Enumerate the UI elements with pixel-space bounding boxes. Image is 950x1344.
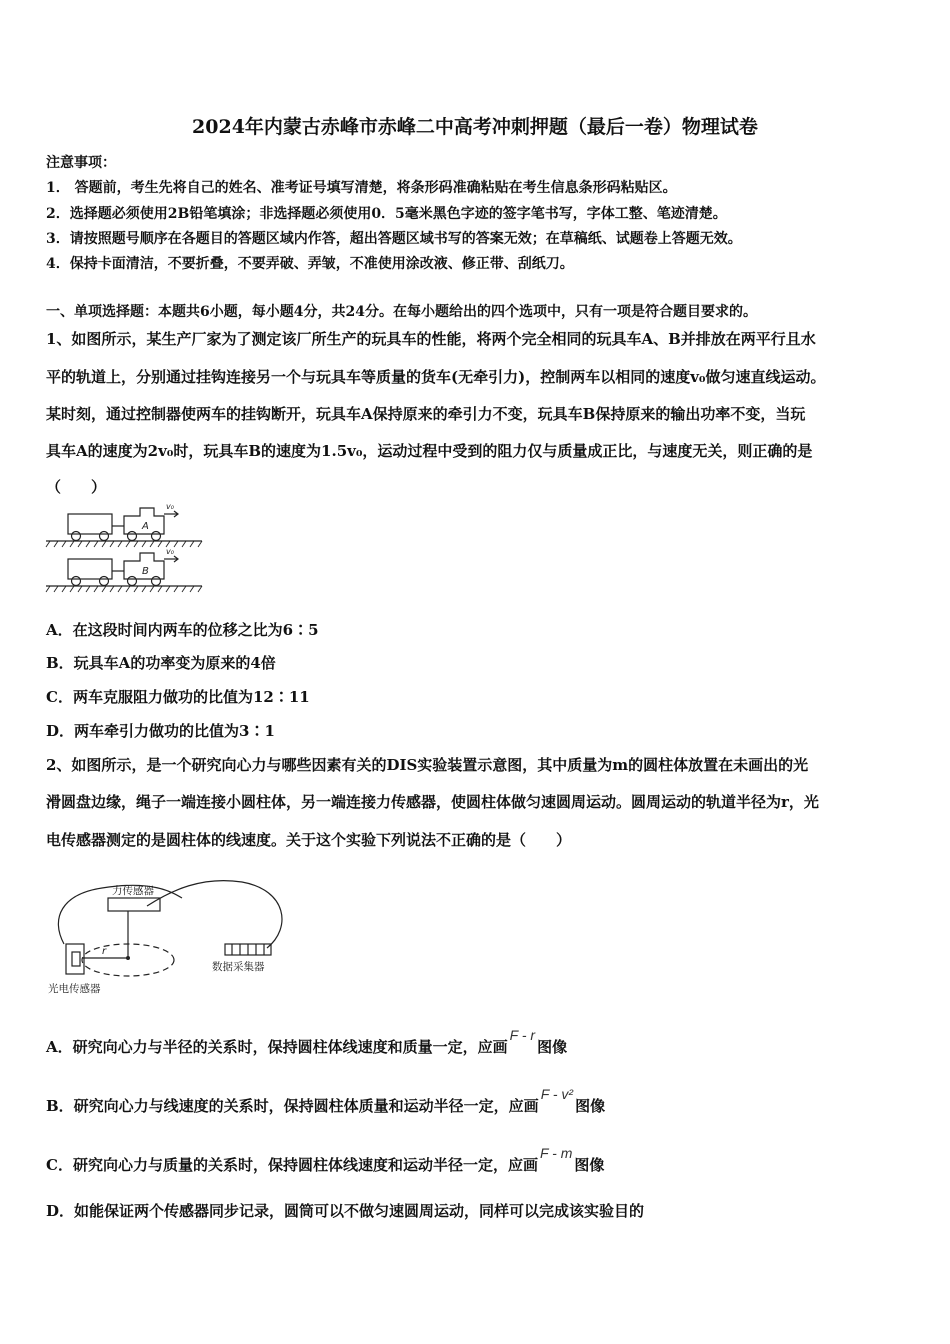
q1-line: （ ）	[46, 478, 107, 496]
notice-item: 2．选择题必须使用2B铅笔填涂；非选择题必须使用0．5毫米黑色字迹的签字笔书写，字体工整、笔迹清楚。	[46, 206, 727, 222]
wheel	[72, 532, 81, 541]
q1-option-c: C．两车克服阻力做功的比值为12∶11	[46, 688, 310, 706]
wheel	[128, 532, 137, 541]
q1-line: 1、如图所示，某生产厂家为了测定该厂所生产的玩具车的性能，将两个完全相同的玩具车A、B并排放在两平行且水	[46, 330, 816, 348]
formula: F - m	[539, 1145, 573, 1161]
radius-label: r	[102, 946, 107, 957]
notice-item: 3．请按照题号顺序在各题目的答题区域内作答，超出答题区域书写的答案无效；在草稿纸、试题卷上答题无效。	[46, 231, 742, 247]
wheel	[100, 532, 109, 541]
q2-option-b: B．研究向心力与线速度的关系时，保持圆柱体质量和运动半径一定，应画F - v²图像	[46, 1086, 606, 1115]
q1-option-d: D．两车牵引力做功的比值为3∶1	[46, 722, 275, 740]
notice-item: 4．保持卡面清洁，不要折叠，不要弄破、弄皱，不准使用涂改液、修正带、刮纸刀。	[46, 256, 574, 272]
q1-line: 某时刻，通过控制器使两车的挂钩断开，玩具车A保持原来的牵引力不变，玩具车B保持原来的输出功率不变，当玩	[46, 405, 806, 423]
data-collector-label: 数据采集器	[212, 961, 265, 973]
section-heading: 一、单项选择题：本题共6小题，每小题4分，共24分。在每小题给出的四个选项中，只有一项是符合题目要求的。	[46, 304, 757, 320]
notice-item: 1． 答题前，考生先将自己的姓名、准考证号填写清楚，将条形码准确粘贴在考生信息条形码粘贴区。	[46, 180, 677, 196]
q2-line: 电传感器测定的是圆柱体的线速度。关于这个实验下列说法不正确的是（ ）	[46, 831, 572, 849]
wagon	[68, 514, 112, 534]
q1-option-a: A．在这段时间内两车的位移之比为6∶5	[46, 621, 319, 639]
wheel	[100, 577, 109, 586]
q2-option-c: C．研究向心力与质量的关系时，保持圆柱体线速度和运动半径一定，应画F - m图像	[46, 1145, 605, 1174]
photo-sensor-label: 光电传感器	[48, 983, 101, 995]
q1-figure-toy-cars	[42, 500, 212, 595]
force-sensor-box	[108, 898, 160, 911]
cylinder-mass	[126, 956, 130, 960]
q2-line: 2、如图所示，是一个研究向心力与哪些因素有关的DIS实验装置示意图，其中质量为m的圆柱体放置在未画出的光	[46, 756, 809, 774]
force-sensor-label: 力传感器	[112, 885, 154, 897]
wheel	[72, 577, 81, 586]
q1-line: 平的轨道上，分别通过挂钩连接另一个与玩具车等质量的货车(无牵引力)，控制两车以相同的速度v₀做匀速直线运动。	[46, 368, 826, 386]
car-b-label: B	[142, 566, 149, 577]
wheel	[152, 577, 161, 586]
track-hatching	[46, 541, 202, 547]
notice-heading: 注意事项：	[46, 155, 116, 171]
track-hatching	[46, 586, 202, 592]
q2-option-a: A．研究向心力与半径的关系时，保持圆柱体线速度和质量一定，应画F - r图像	[46, 1027, 568, 1056]
q2-figure-dis-apparatus	[42, 868, 302, 998]
q1-line: 具车A的速度为2v₀时，玩具车B的速度为1.5v₀，运动过程中受到的阻力仅与质量成正比，与速度无关，则正确的是	[46, 442, 813, 460]
car-a-label: A	[142, 521, 149, 532]
wheel	[128, 577, 137, 586]
velocity-label: v₀	[166, 502, 174, 511]
wagon	[68, 559, 112, 579]
photo-sensor-window	[72, 952, 80, 966]
formula: F - r	[509, 1027, 536, 1043]
q2-line: 滑圆盘边缘，绳子一端连接小圆柱体，另一端连接力传感器，使圆柱体做匀速圆周运动。圆周运动的轨道半径为r，光	[46, 793, 819, 811]
photo-sensor-box	[66, 944, 84, 974]
velocity-label: v₀	[166, 547, 174, 556]
wheel	[152, 532, 161, 541]
formula: F - v²	[540, 1086, 574, 1102]
page-title: 2024年内蒙古赤峰市赤峰二中高考冲刺押题（最后一卷）物理试卷	[192, 116, 758, 138]
q2-option-d: D．如能保证两个传感器同步记录，圆筒可以不做匀速圆周运动，同样可以完成该实验目的	[46, 1202, 645, 1220]
q1-option-b: B．玩具车A的功率变为原来的4倍	[46, 654, 276, 672]
